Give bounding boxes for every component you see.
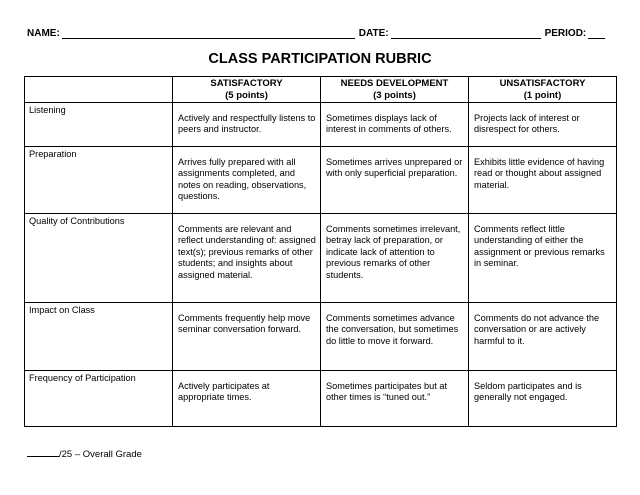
overall-grade (27, 447, 142, 460)
criterion-label: Preparation (25, 147, 173, 214)
rubric-cell: Seldom participates and is generally not engaged. (469, 371, 617, 427)
criterion-label: Impact on Class (25, 303, 173, 371)
rubric-row-frequency (25, 371, 617, 427)
column-name: UNSATISFACTORY (499, 78, 586, 89)
column-points: (3 points) (373, 89, 416, 101)
period-field[interactable] (588, 29, 605, 39)
rubric-cell: Actively participates at appropriate times. (173, 371, 321, 427)
criterion-label: Quality of Contributions (25, 214, 173, 303)
criterion-label: Listening (25, 103, 173, 147)
date-label: DATE: (358, 28, 389, 39)
rubric-cell: Comments sometimes irrelevant, betray lack of preparation, or indicate lack of attention to previous remarks of other students. (321, 214, 469, 303)
rubric-row-quality (25, 214, 617, 303)
rubric-cell: Comments frequently help move seminar conversation forward. (173, 303, 321, 371)
column-name: NEEDS DEVELOPMENT (340, 78, 449, 89)
column-name: SATISFACTORY (210, 78, 283, 89)
rubric-header-row (25, 77, 617, 103)
criterion-header (25, 77, 173, 103)
date-field[interactable] (391, 29, 541, 39)
grade-field[interactable] (27, 447, 59, 457)
rubric-table (24, 76, 617, 427)
rubric-cell: Actively and respectfully listens to peers and instructor. (173, 103, 321, 147)
column-header-satisfactory (173, 77, 321, 103)
rubric-cell: Sometimes participates but at other times is “tuned out.” (321, 371, 469, 427)
name-label: NAME: (27, 28, 60, 39)
rubric-cell: Projects lack of interest or disrespect for others. (469, 103, 617, 147)
column-points: (5 points) (225, 89, 268, 101)
column-header-unsatisfactory (469, 77, 617, 103)
column-points: (1 point) (523, 89, 562, 101)
rubric-cell: Comments are relevant and reflect understanding of: assigned text(s); previous remarks of other students; and insights about assigned material. (173, 214, 321, 303)
rubric-cell: Arrives fully prepared with all assignments completed, and notes on reading, observations, questions. (173, 147, 321, 214)
grade-label: /25 – Overall Grade (59, 449, 142, 460)
column-header-needs-development (321, 77, 469, 103)
rubric-row-impact (25, 303, 617, 371)
rubric-cell: Sometimes displays lack of interest in comments of others. (321, 103, 469, 147)
student-info-header (27, 28, 611, 39)
rubric-row-preparation (25, 147, 617, 214)
rubric-cell: Comments do not advance the conversation or are actively harmful to it. (469, 303, 617, 371)
name-field[interactable] (62, 29, 355, 39)
rubric-cell: Exhibits little evidence of having read or thought about assigned material. (469, 147, 617, 214)
period-label: PERIOD: (544, 28, 587, 39)
rubric-cell: Sometimes arrives unprepared or with only superficial preparation. (321, 147, 469, 214)
rubric-cell: Comments sometimes advance the conversation, but sometimes do little to move it forward. (321, 303, 469, 371)
rubric-cell: Comments reflect little understanding of either the assignment or previous remarks in seminar. (469, 214, 617, 303)
page-title: CLASS PARTICIPATION RUBRIC (208, 51, 432, 67)
rubric-row-listening (25, 103, 617, 147)
criterion-label: Frequency of Participation (25, 371, 173, 427)
